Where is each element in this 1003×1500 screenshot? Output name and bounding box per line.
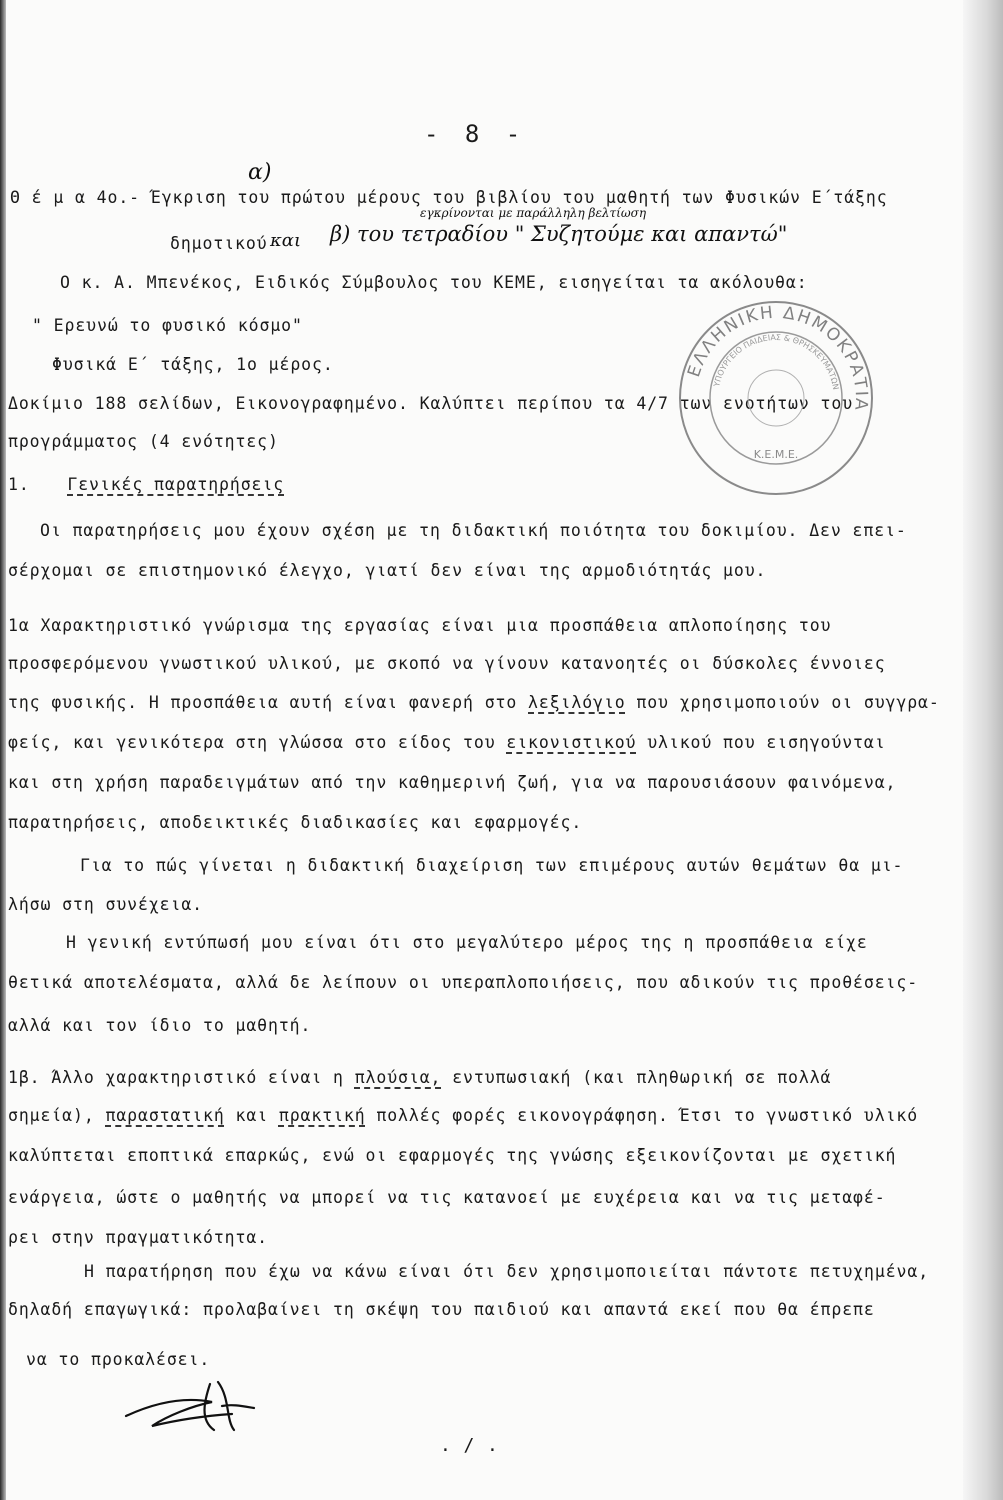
p5-line2-mid: και bbox=[224, 1106, 279, 1125]
p5-line1-text: 1β. Άλλο χαρακτηριστικό είναι η bbox=[8, 1068, 355, 1087]
p2-line3-text: της φυσικής. Η προσπάθεια αυτή είναι φανερή στο bbox=[8, 693, 529, 712]
book-subtitle: Φυσικά Ε΄ τάξης, 1ο μέρος. bbox=[52, 355, 334, 374]
handwritten-kai: και bbox=[270, 230, 302, 251]
p5-line1 bbox=[8, 1068, 831, 1088]
stamp-outer-text: ΕΛΛΗΝΙΚΗ ΔΗΜΟΚΡΑΤΙΑ bbox=[684, 302, 872, 413]
scan-left-edge bbox=[0, 0, 6, 1500]
section-heading bbox=[8, 475, 284, 495]
scan-right-edge bbox=[963, 0, 1003, 1500]
handwritten-above-note: εγκρίνονται με παράλληλη βελτίωση bbox=[420, 206, 647, 220]
topic-label: Θ έ μ α 4ο.- bbox=[10, 188, 141, 207]
p4-line2: θετικά αποτελέσματα, αλλά δε λείπουν οι υπεραπλοποιήσεις, που αδικούν τις προθέσεις- bbox=[8, 973, 919, 992]
p2-line2: προσφερόμενου γνωστικού υλικού, με σκοπό να γίνουν κατανοητές οι δύσκολες έννοιες bbox=[8, 654, 886, 673]
p6-line2: δηλαδή επαγωγικά: προλαβαίνει τη σκέψη του παιδιού και απαντά εκεί που θα έπρεπε bbox=[8, 1300, 875, 1319]
p6-line1: Η παρατήρηση που έχω να κάνω είναι ότι δεν χρησιμοποιείται πάντοτε πετυχημένα, bbox=[84, 1262, 930, 1281]
p2-line4-text: φείς, και γενικότερα στη γλώσσα στο είδος του bbox=[8, 733, 507, 752]
description-line2: προγράμματος (4 ενότητες) bbox=[8, 432, 279, 451]
stamp-inner-text: ΥΠΟΥΡΓΕΙΟ ΠΑΙΔΕΙΑΣ & ΘΡΗΣΚΕΥΜΑΤΩΝ bbox=[712, 332, 841, 391]
p4-line3: αλλά και τον ίδιο το μαθητή. bbox=[8, 1016, 312, 1035]
topic-title: Έγκριση του πρώτου μέρους του βιβλίου του μαθητή των Φυσικών Ε΄τάξης bbox=[150, 188, 888, 207]
handwritten-b-note: β) του τετραδίου " Συζητούμε και απαντώ" bbox=[330, 222, 788, 246]
p2-line4-rest: υλικού που εισηγούνται bbox=[636, 733, 886, 752]
p5-line1-rest: εντυπωσιακή (και πληθωρική σε πολλά bbox=[441, 1068, 832, 1087]
topic-title-line2: δημοτικού bbox=[170, 234, 268, 253]
page-number: - 8 - bbox=[424, 120, 527, 148]
p5-line4: ενάργεια, ώστε ο μαθητής να μπορεί να τις κατανοεί με ευχέρεια και να τις μεταφέ- bbox=[8, 1188, 886, 1207]
official-stamp bbox=[676, 298, 876, 498]
intro-line: Ο κ. Α. Μπενέκος, Ειδικός Σύμβουλος του ΚΕΜΕ, εισηγείται τα ακόλουθα: bbox=[60, 273, 808, 292]
p6-line3: να το προκαλέσει. bbox=[26, 1350, 211, 1369]
p5-line2-rest: πολλές φορές εικονογράφηση. Έτσι το γνωστικό υλικό bbox=[365, 1106, 919, 1125]
section-title: Γενικές παρατηρήσεις bbox=[67, 475, 285, 494]
p5-line3: καλύπτεται εποπτικά επαρκώς, ενώ οι εφαρμογές της γνώσης εξεικονίζονται με σχετική bbox=[8, 1146, 897, 1165]
p3-line2: λήσω στη συνέχεια. bbox=[8, 895, 204, 914]
section-number: 1. bbox=[8, 475, 30, 494]
signature-image bbox=[122, 1376, 262, 1436]
stamp-bottom-text: Κ.Ε.Μ.Ε. bbox=[753, 448, 799, 461]
underlined-lexilogio: λεξιλόγιο bbox=[528, 693, 626, 712]
p2-line5: και στη χρήση παραδειγμάτων από την καθημερινή ζωή, για να παρουσιάσουν φαινόμενα, bbox=[8, 773, 897, 792]
p2-line3 bbox=[8, 693, 940, 713]
underlined-praktiki: πρακτική bbox=[278, 1106, 366, 1125]
svg-text:ΥΠΟΥΡΓΕΙΟ ΠΑΙΔΕΙΑΣ & ΘΡΗΣΚΕΥΜΑ bbox=[712, 333, 840, 391]
underlined-eikonistikou: εικονιστικού bbox=[506, 733, 637, 752]
description-line1: Δοκίμιο 188 σελίδων, Εικονογραφημένο. Καλύπτει περίπου τα 4/7 των ενοτήτων του bbox=[8, 394, 854, 413]
continuation-mark: . / . bbox=[440, 1435, 499, 1456]
p5-line5: ρει στην πραγματικότητα. bbox=[8, 1228, 269, 1247]
p3-line1: Για το πώς γίνεται η διδακτική διαχείριση των επιμέρους αυτών θεμάτων θα μι- bbox=[80, 856, 904, 875]
topic-title-line1 bbox=[10, 188, 888, 208]
p2-line3-rest: που χρησιμοποιούν οι συγγρα- bbox=[625, 693, 940, 712]
underlined-parastatiki: παραστατική bbox=[105, 1106, 225, 1125]
p5-line2-text: σημεία), bbox=[8, 1106, 106, 1125]
p4-line1: Η γενική εντύπωσή μου είναι ότι στο μεγαλύτερο μέρος της η προσπάθεια είχε bbox=[66, 933, 868, 952]
p2-line1: 1α Χαρακτηριστικό γνώρισμα της εργασίας είναι μια προσπάθεια απλοποίησης του bbox=[8, 616, 832, 635]
book-title: " Ερευνώ το φυσικό κόσμο" bbox=[32, 316, 303, 335]
p5-line2 bbox=[8, 1106, 918, 1126]
p2-line6: παρατηρήσεις, αποδεικτικές διαδικασίες και εφαρμογές. bbox=[8, 813, 583, 832]
p2-line4 bbox=[8, 733, 886, 753]
underlined-plousia: πλούσια, bbox=[354, 1068, 442, 1087]
p1-line1: Οι παρατηρήσεις μου έχουν σχέση με τη διδακτική ποιότητα του δοκιμίου. Δεν επει- bbox=[40, 521, 907, 540]
svg-text:ΕΛΛΗΝΙΚΗ ΔΗΜΟΚΡΑΤΙΑ bbox=[684, 303, 871, 413]
handwritten-a-label: α) bbox=[248, 160, 272, 185]
p1-line2: σέρχομαι σε επιστημονικό έλεγχο, γιατί δεν είναι της αρμοδιότητάς μου. bbox=[8, 561, 767, 580]
